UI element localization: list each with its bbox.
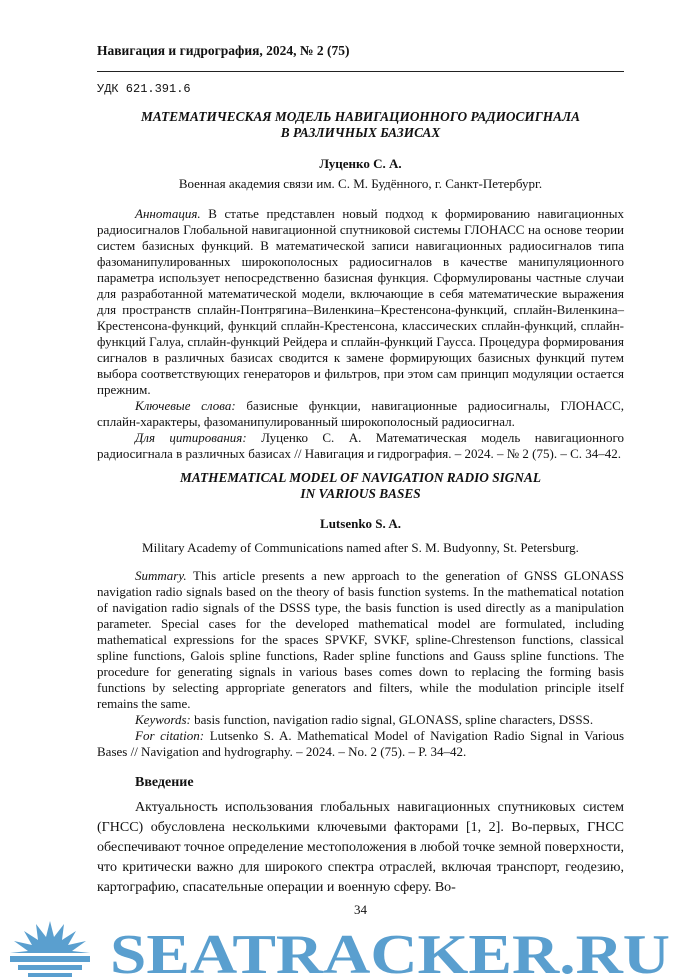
ru-abstract-label: Аннотация. <box>135 206 201 221</box>
ru-affiliation: Военная академия связи им. С. М. Будённого, г. Санкт-Петербург. <box>178 176 543 191</box>
ru-keywords: Ключевые слова: базисные функции, навигационные радиосигналы, ГЛОНАСС, сплайн-характеры, фазоманипулированный широкополосный радиосигнал. <box>97 398 625 429</box>
ru-citation: Для цитирования: Луценко С. А. Математическая модель навигационного радиосигнала в различных базисах // Навигация и гидрография. – 2024. – № 2 (75). – С. 34–42. <box>97 430 625 461</box>
en-title <box>97 470 624 502</box>
en-summary-block <box>97 568 624 760</box>
sun-logo-icon <box>10 921 90 977</box>
ru-title-line-2: В РАЗЛИЧНЫХ БАЗИСАХ <box>280 125 441 140</box>
ru-title-line-1: МАТЕМАТИЧЕСКАЯ МОДЕЛЬ НАВИГАЦИОННОГО РАДИОСИГНАЛА <box>141 109 580 124</box>
intro-text: Актуальность использования глобальных навигационных спутниковых систем (ГНСС) обусловлена несколькими ключевыми факторами [1, 2]. Во-первых, ГНСС обеспечивают точное определение местоположения в любой точке земной поверхности, что критически важно для широкого спектра отраслей, включая транспорт, геодезию, картографию, спасательные операции и военную сферу. Во- <box>97 800 624 895</box>
intro-heading: Введение <box>135 775 194 790</box>
en-title-line-2: IN VARIOUS BASES <box>300 486 421 501</box>
journal-header: Навигация и гидрография, 2024, № 2 (75) <box>97 43 350 58</box>
en-summary: Summary. This article presents a new approach to the generation of GNSS GLONASS navigation radio signals based on the theory of basis function systems. In the mathematical notation of navigation radio signals of the DSSS type, the basis function is used directly as a manipulation parameter. Special cases for the developed mathematical model are formulated, including mathematical expressions for the spaces SPVKF, SVKF, spline-Chrestenson functions, classical spline functions, Galois spline functions, Rader spline functions and Gauss spline functions. The procedure for generating signals in various bases comes down to replacing the forming basis functions by selecting appropriate generators and filters, while the modulation principle itself remains the same. <box>97 568 624 711</box>
seatracker-watermark <box>0 919 691 979</box>
watermark-text: SEATRACKER.RU <box>110 924 670 979</box>
udk-code: УДК 621.391.6 <box>97 82 191 96</box>
ru-title <box>97 109 624 141</box>
en-author: Lutsenko S. A. <box>320 516 401 531</box>
en-citation: For citation: Lutsenko S. A. Mathematical Model of Navigation Radio Signal in Various Bases // Navigation and hydrography. – 2024. – No. 2 (75). – P. 34–42. <box>97 728 625 759</box>
en-affiliation: Military Academy of Communications named after S. M. Budyonny, St. Petersburg. <box>142 540 579 555</box>
en-keywords: Keywords: basis function, navigation radio signal, GLONASS, spline characters, DSSS. <box>135 712 594 727</box>
en-title-line-1: MATHEMATICAL MODEL OF NAVIGATION RADIO SIGNAL <box>180 470 541 485</box>
header-rule <box>97 71 624 72</box>
page-number: 34 <box>354 902 367 917</box>
ru-abstract: Аннотация. В статье представлен новый подход к формированию навигационных радиосигналов Глобальной навигационной спутниковой системы ГЛОНАСС на основе теории систем базисных функций. В математической записи навигационных радиосигналов типа фазоманипулированных широкополосных радиосигналов в качестве манипуляционного параметра использует непосредственно базисная функция. Сформулированы частные случаи для разработанной математической модели, включающие в себя математические выражения для пространств сплайн-Понтрягина–Виленкина–Крестенсона-функций, сплайн-Виленкина–Крестенсона-функций, функций сплайн-Крестенсона, классических сплайн-функций, сплайн-функций Галуа, сплайн-функций Рейдера и сплайн-функций Гаусса. Процедура формирования сигналов в различных базисах сводится к замене формирующих базисных функций путем выбора соответствующих генераторов и фильтров, при этом сам принцип модуляции остается прежним. <box>97 206 624 397</box>
ru-author: Луценко С. А. <box>319 156 402 171</box>
ru-abstract-block <box>97 206 624 462</box>
